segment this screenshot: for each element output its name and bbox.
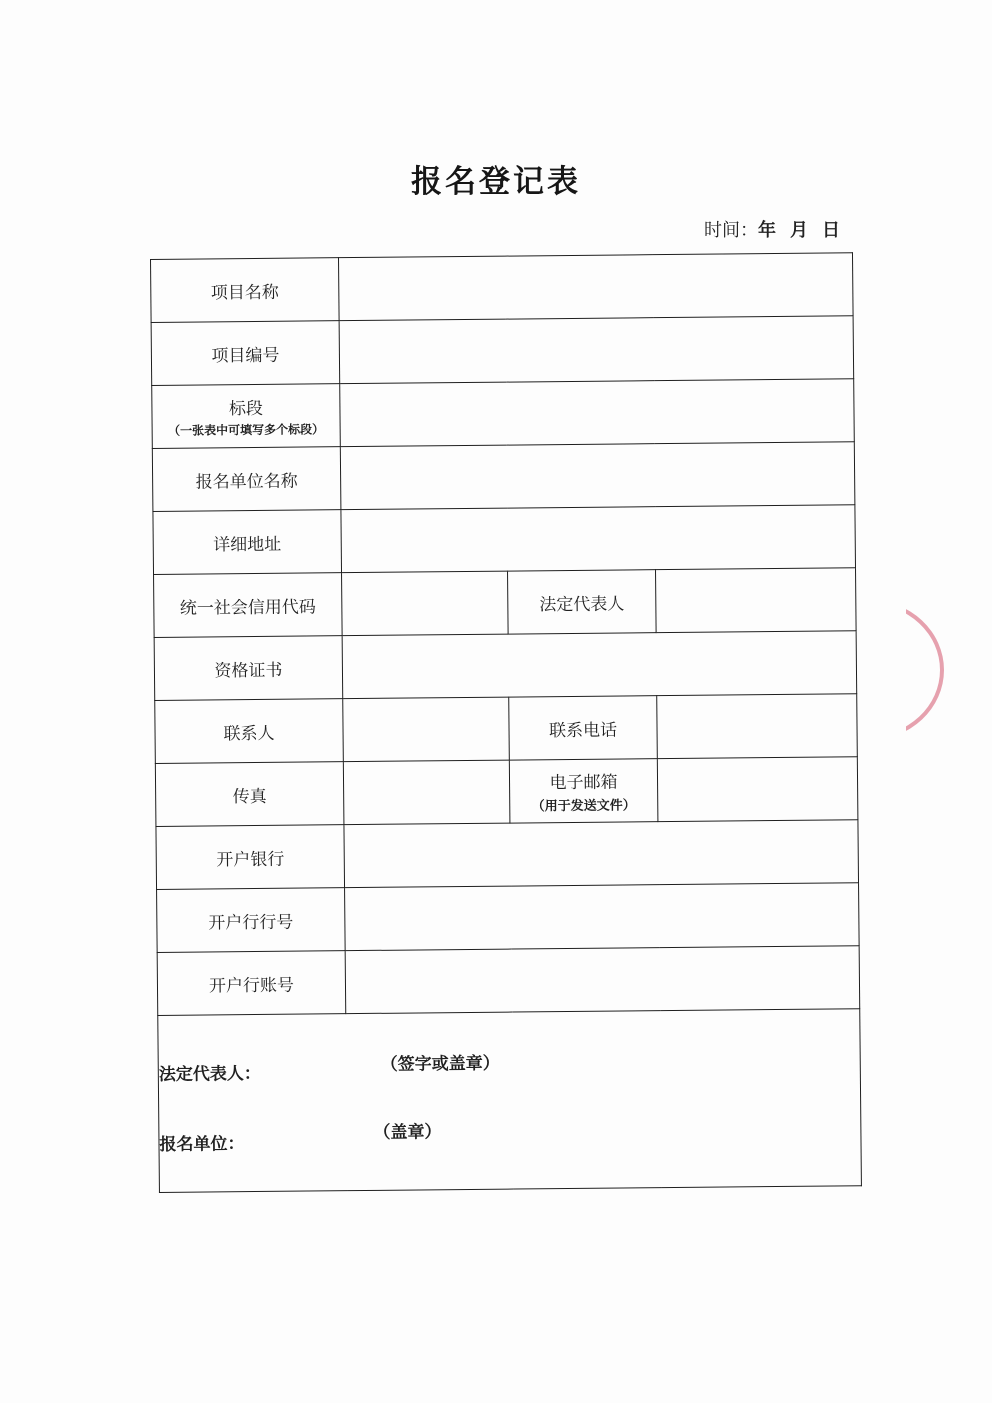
day-unit: 日 <box>822 220 840 241</box>
field-legal-rep[interactable] <box>656 568 857 633</box>
label-credit-code: 统一社会信用代码 <box>154 573 343 638</box>
label-phone: 联系电话 <box>509 696 658 760</box>
email-note: （用于发送文件） <box>531 798 636 815</box>
field-fax[interactable] <box>343 760 510 825</box>
label-contact: 联系人 <box>155 699 344 764</box>
field-credit-code[interactable] <box>342 571 509 636</box>
field-email[interactable] <box>657 757 858 822</box>
year-unit: 年 <box>758 220 776 241</box>
label-bank-code: 开户行行号 <box>157 888 346 953</box>
label-qualification: 资格证书 <box>154 636 343 701</box>
month-unit: 月 <box>790 220 808 241</box>
row-section <box>152 379 855 449</box>
label-address: 详细地址 <box>153 510 342 575</box>
row-company-name <box>152 442 855 512</box>
label-bank: 开户银行 <box>156 825 345 890</box>
label-email <box>509 759 658 823</box>
field-section[interactable] <box>340 379 855 447</box>
section-note: （一张表中可填写多个标段） <box>168 422 325 438</box>
field-address[interactable] <box>341 505 856 573</box>
date-line <box>704 216 840 242</box>
row-project-name <box>151 253 854 323</box>
seal-ring <box>906 600 944 740</box>
row-bank <box>156 820 859 890</box>
signature-block[interactable] <box>158 1009 862 1193</box>
field-bank-code[interactable] <box>345 883 860 951</box>
row-bank-account <box>157 946 860 1016</box>
field-qualification[interactable] <box>342 631 857 699</box>
row-address <box>153 505 856 575</box>
field-company-name[interactable] <box>340 442 855 510</box>
form-table <box>150 252 862 1193</box>
field-project-number[interactable] <box>339 316 854 384</box>
company-sign-hint: （盖章） <box>373 1122 442 1143</box>
field-bank-account[interactable] <box>345 946 860 1014</box>
field-bank[interactable] <box>344 820 859 888</box>
label-company-name: 报名单位名称 <box>152 447 341 512</box>
label-fax: 传真 <box>155 762 344 827</box>
row-signature <box>158 1009 862 1193</box>
row-credit-code <box>154 568 857 638</box>
field-contact[interactable] <box>343 697 510 762</box>
label-legal-rep: 法定代表人 <box>508 570 657 634</box>
row-qualification <box>154 631 857 701</box>
date-label: 时间： <box>704 220 758 241</box>
label-section <box>152 384 341 449</box>
label-project-name: 项目名称 <box>151 258 340 323</box>
email-label-text: 电子邮箱 <box>549 772 618 794</box>
document-title: 报名登记表 <box>411 164 581 200</box>
row-bank-code <box>157 883 860 953</box>
legal-rep-sign-row <box>158 1053 500 1085</box>
row-contact <box>155 694 858 764</box>
company-sign-label: 报名单位： <box>159 1134 245 1155</box>
legal-rep-sign-hint: （签字或盖章） <box>380 1053 500 1075</box>
section-label-text: 标段 <box>228 398 264 420</box>
registration-form <box>150 252 861 1193</box>
field-project-name[interactable] <box>338 253 853 321</box>
company-sign-row <box>159 1122 442 1155</box>
label-project-number: 项目编号 <box>151 321 340 386</box>
legal-rep-sign-label: 法定代表人： <box>158 1063 261 1085</box>
label-bank-account: 开户行账号 <box>157 951 346 1016</box>
seal-stamp-fragment <box>906 600 946 740</box>
field-phone[interactable] <box>657 694 858 759</box>
row-fax <box>155 757 858 827</box>
row-project-number <box>151 316 854 386</box>
